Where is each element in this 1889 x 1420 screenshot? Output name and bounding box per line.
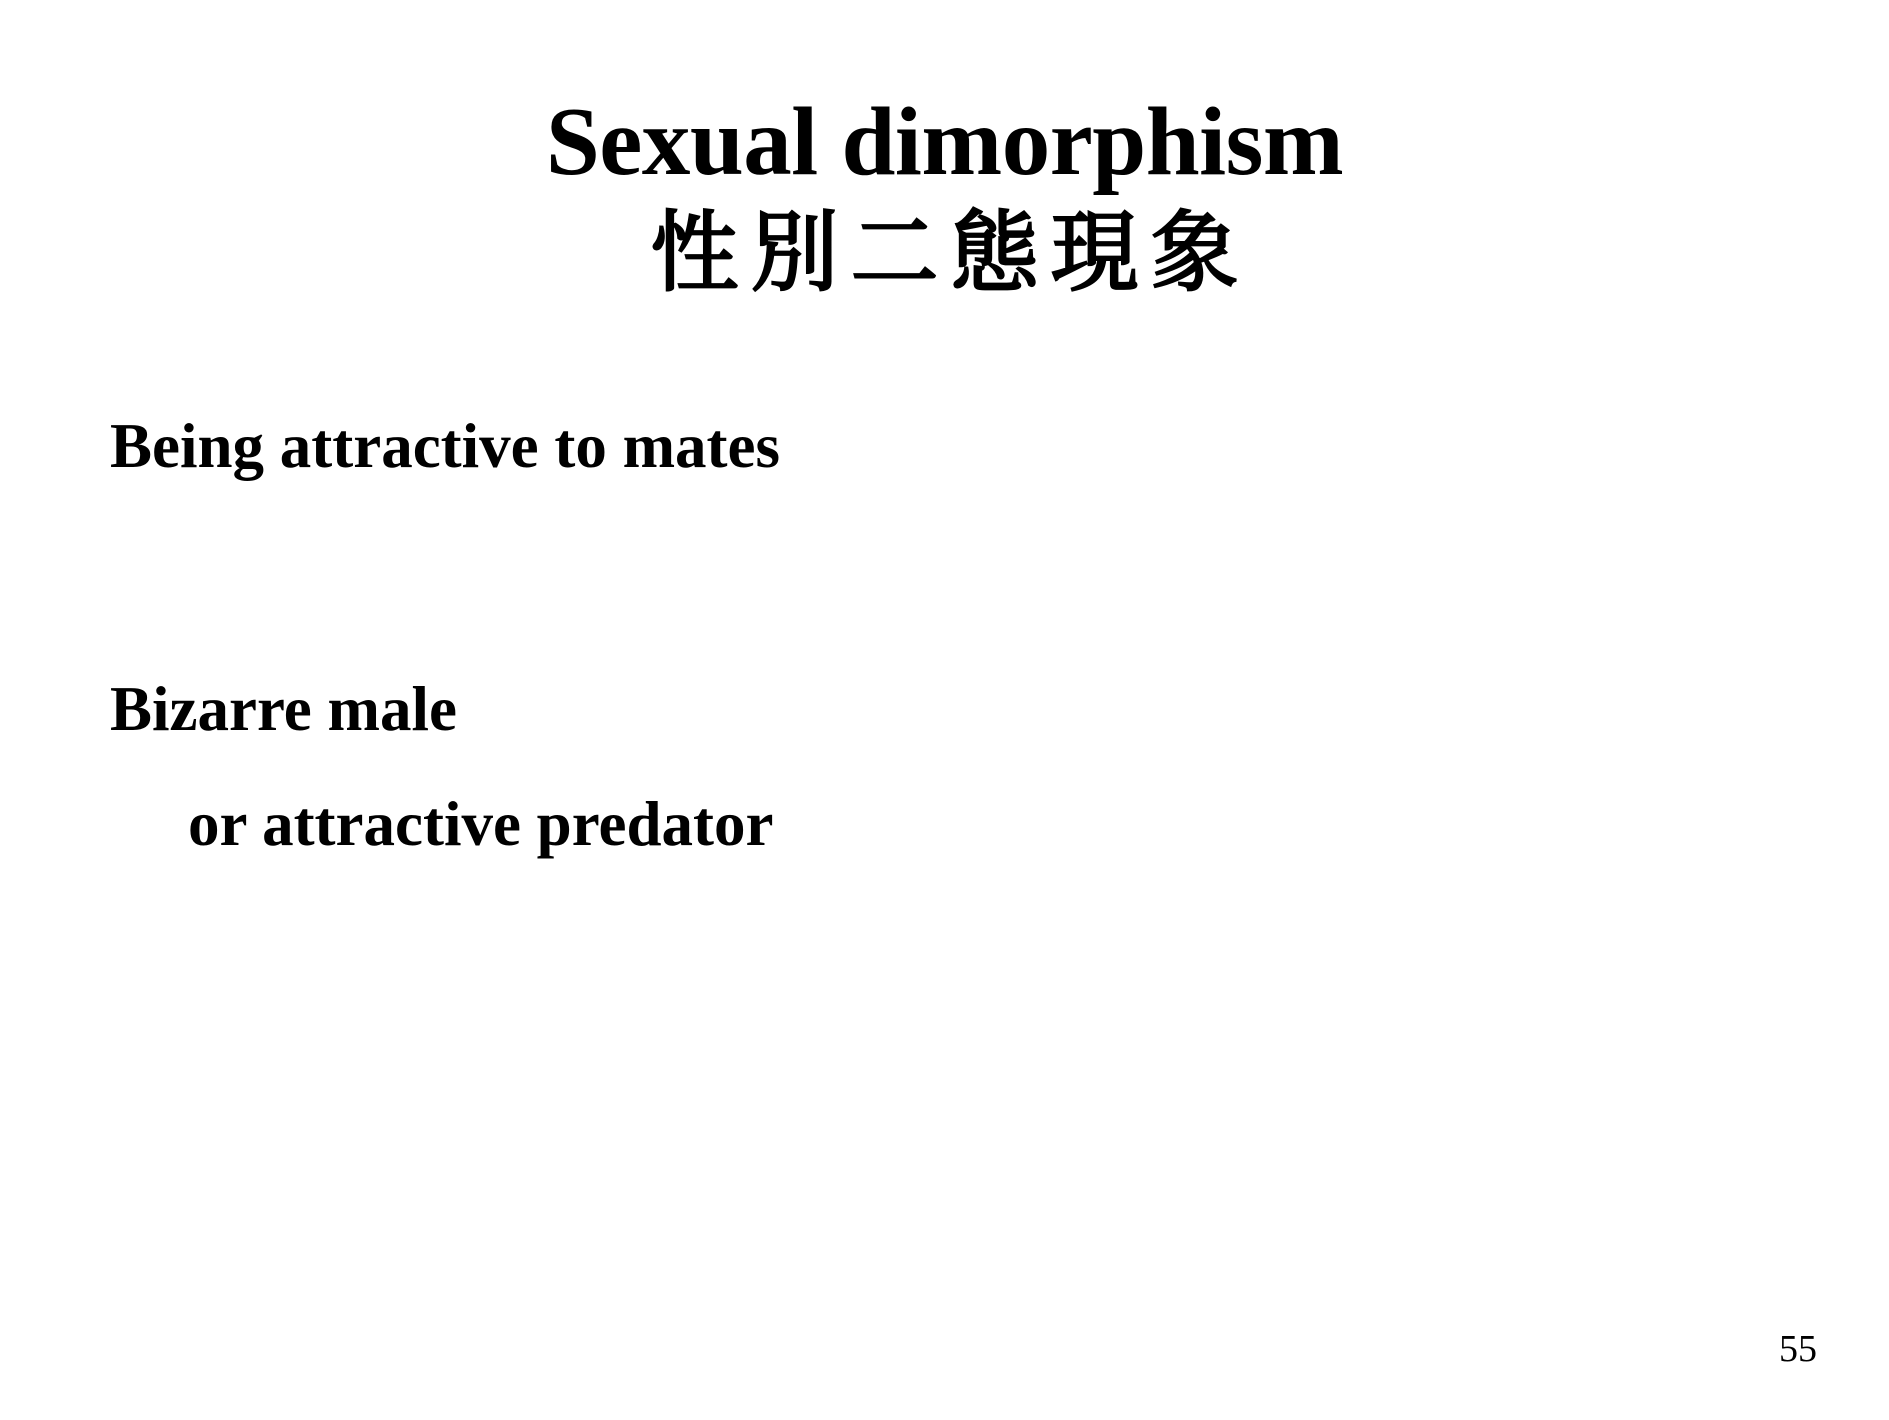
body-line-3: or attractive predator <box>188 789 774 859</box>
slide-body <box>110 411 1710 859</box>
body-line-2: Bizarre male <box>110 674 457 744</box>
page-number: 55 <box>1779 1328 1817 1370</box>
body-line-1: Being attractive to mates <box>110 411 781 481</box>
title-chinese: 性別二態現象 <box>650 199 1251 304</box>
title-english: Sexual dimorphism <box>545 88 1344 195</box>
slide-title <box>0 88 1889 304</box>
